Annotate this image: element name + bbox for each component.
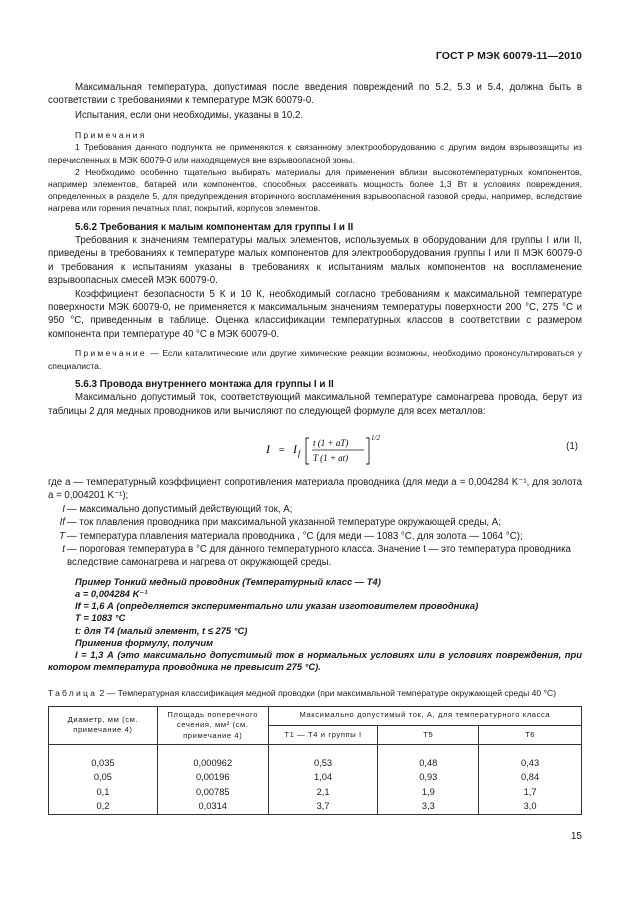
page-content: [48, 81, 582, 815]
notes-heading: Примечания: [75, 130, 147, 141]
table-cell: 0,00196: [157, 771, 268, 786]
definition-symbol: T: [59, 530, 65, 542]
example-line: If = 1,6 А (определяется экспериментально или указан изготовителем проводника): [75, 600, 479, 612]
table-cell: 1,7: [479, 785, 582, 800]
table-row: [49, 785, 582, 800]
formula-number: (1): [566, 440, 578, 452]
header-t6: Т6: [479, 725, 582, 744]
header-diameter: Диаметр, мм (см. примечание 4): [49, 706, 158, 745]
table-cell: 0,05: [49, 771, 158, 786]
note: [48, 347, 582, 371]
table-cell: 0,53: [268, 745, 378, 771]
table-cell: 0,1: [49, 785, 158, 800]
definition-row: [48, 530, 582, 543]
table-caption-label: Таблица: [48, 688, 98, 699]
table-row: [49, 771, 582, 786]
definitions-list: [48, 476, 582, 570]
table-cell: 3,3: [378, 800, 479, 815]
table-cell: 3,7: [268, 800, 378, 815]
note-label: Примечание: [75, 348, 147, 359]
header-t1-t4: Т1 — Т4 и группы I: [268, 725, 378, 744]
document-header: ГОСТ Р МЭК 60079-11—2010: [435, 50, 582, 62]
example-line: T = 1083 °С: [75, 612, 126, 624]
definition-symbol: t: [62, 543, 65, 555]
table-cell: 3,0: [479, 800, 582, 815]
svg-text:1/2: 1/2: [371, 433, 380, 442]
paragraph: Коэффициент безопасности 5 К и 10 К, необходимый согласно требованиям к максимальной температуре поверхности МЭК 60079-0, не применяется к максимальным значениям температуры поверхности 200 °С, 275 °С и 950 °С, приведенным в таблице. Оценка классификации температурных классов в соответствии с размером компонента при температуре 40 °С в МЭК 60079-0.: [48, 288, 582, 340]
table-cell: 1,04: [268, 771, 378, 786]
svg-text:I: I: [266, 441, 270, 456]
table-caption: [48, 687, 582, 699]
svg-text:t (1 + aT): t (1 + aT): [313, 437, 349, 448]
header-current: Максимально допустимый ток, А, для температурного класса: [268, 706, 581, 725]
example-line: a = 0,004284 K⁻¹: [75, 587, 148, 599]
table-cell: 0,035: [49, 745, 158, 771]
example-line: Применив формулу, получим: [75, 636, 214, 648]
definition-text: — максимально допустимый действующий ток, А;: [67, 503, 293, 515]
table-row: [49, 800, 582, 815]
note-2: 2 Необходимо особенно тщательно выбирать материалы для применения вблизи высокотемпературных компонентов, например элементов, батарей или компонентов, способных рассеивать мощность более 1,3 Вт в условиях повреждения, определенных в разделе 5, для предупреждения вторичного воспламенения взрывоопасной газовой среды, например, вследствие нагрева или горения печатных плат, покрытий, корпусов элементов.: [48, 166, 582, 214]
svg-text:T (1 + at): T (1 + at): [313, 452, 349, 463]
example-line: I = 1,3 А (это максимально допустимый ток в нормальных условиях или в условиях повреждения, при котором температура проводника не превысит 275 °С).: [48, 648, 582, 673]
definition-row: [48, 516, 582, 529]
definition-row: [48, 503, 582, 516]
table-cell: 0,93: [378, 771, 479, 786]
formula-block: [48, 426, 582, 472]
definition-a: где a — температурный коэффициент сопротивления материала проводника (для меди a = 0,004284 K⁻¹, для золота a = 0,004201 K⁻¹);: [48, 476, 582, 502]
paragraph: Максимальная температура, допустимая после введения повреждений по 5.2, 5.3 и 5.4, должна быть в соответствии с требованиями к температуре МЭК 60079-0.: [48, 82, 582, 107]
table-cell: 0,48: [378, 745, 479, 771]
table-cell: 0,00785: [157, 785, 268, 800]
svg-text:I: I: [293, 441, 297, 456]
paragraph: Максимально допустимый ток, соответствующий максимальной температуре самонагрева провода, берут из таблицы 2 для медных проводников или вычисляют по следующей формуле для всех металлов:: [48, 392, 582, 417]
header-t5: Т5: [378, 725, 479, 744]
temperature-table: [48, 706, 582, 815]
note-1: 1 Требования данного подпункта не применяются к связанному электрооборудованию с другим видом взрывозащиты из перечисленных в МЭК 60079-0 или находящемуся вне взрывоопасной зоны.: [48, 142, 582, 165]
table-cell: 0,2: [49, 800, 158, 815]
header-area: Площадь поперечного сечения, мм² (см. примечание 4): [157, 706, 268, 745]
definition-text: — температура плавления материала проводника , °С (для меди — 1083 °С, для золота — 1064 °С);: [67, 530, 523, 542]
table-caption-text: 2 — Температурная классификация медной проводки (при максимальной температуре окружающей среды 40 °С): [99, 688, 557, 699]
paragraph: Испытания, если они необходимы, указаны в 10.2.: [75, 109, 304, 121]
table-cell: 0,000962: [157, 745, 268, 771]
definition-row: [48, 543, 582, 570]
definition-symbol: If: [59, 517, 65, 529]
example-block: [48, 576, 582, 674]
table-cell: 0,84: [479, 771, 582, 786]
svg-text:f: f: [298, 448, 301, 458]
example-line: t: для Т4 (малый элемент, t ≤ 275 °С): [75, 624, 248, 636]
definition-text: — ток плавления проводника при максимальной указанной температуре окружающей среды, А;: [67, 517, 501, 529]
section-heading-5-6-3: 5.6.3 Провода внутреннего монтажа для группы I и II: [75, 378, 334, 390]
note-text: — Если каталитические или другие химические реакции возможны, необходимо проконсультироваться у специалиста.: [48, 348, 582, 371]
section-heading-5-6-2: 5.6.2 Требования к малым компонентам для группы I и II: [75, 221, 354, 233]
definition-text: — пороговая температура в °С для данного температурного класса. Значение t — это температура проводника вследствие самонагрева и нагрева от окружающей среды.: [67, 543, 571, 569]
svg-text:=: =: [278, 443, 286, 456]
table-cell: 0,0314: [157, 800, 268, 815]
paragraph: Требования к значениям температуры малых элементов, используемых в оборудовании для группы I или II, приведены в требованиях к температуре малых компонентов для электрооборудования группы I или II МЭК 60079-0 и требования к испытаниям указаны в требованиях к испытаниям малых компонентов на воспламенение взрывоопасных смесей МЭК 60079-0.: [48, 235, 582, 287]
definition-symbol: I: [62, 503, 65, 515]
table-cell: 2,1: [268, 785, 378, 800]
table-row: [49, 745, 582, 771]
page-number: 15: [570, 831, 582, 842]
table-cell: 1,9: [378, 785, 479, 800]
example-line: Пример Тонкий медный проводник (Температурный класс — Т4): [75, 575, 381, 587]
current-formula: [266, 430, 436, 470]
table-cell: 0,43: [479, 745, 582, 771]
